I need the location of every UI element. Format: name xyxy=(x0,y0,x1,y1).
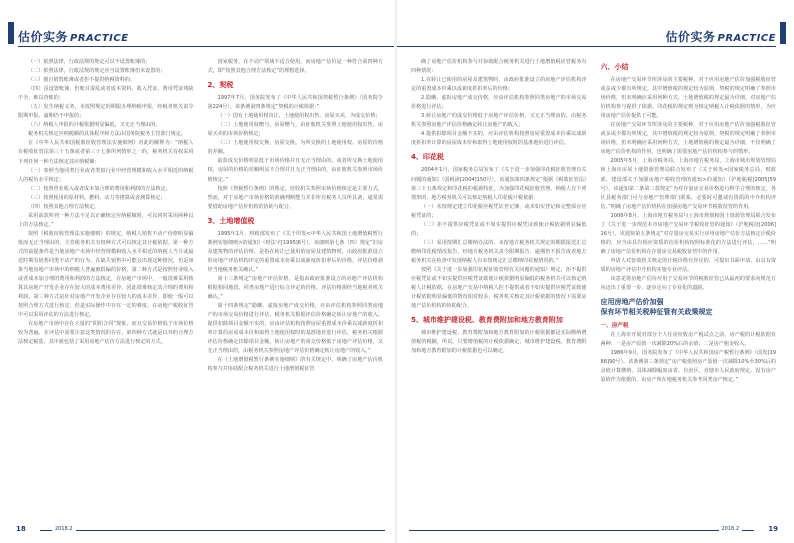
body-paragraph: （三）采用按期汇总缴纳办法的，未按地方税务机关规定的期限报送汇总缴纳印花税情况报告，经地方税务机关责令限期报告，逾期仍不报告或者地方税务机关在检查中发现纳税人有未按规定汇总缴纳印花税情况的。” xyxy=(411,239,587,264)
body-paragraph: 2005年5月，上海市税务局、上海市地方税务局，上海市城市规划管理局和上海市房屋土地资源管理局联合发布了《关于转发<国家税务总局、财政部、建设部关于加强房地产税收管理的通知>的通知》（沪地税税[2005]59号），该通知第二条第三款规定“为对存量房交易价格进行科学合理的核定，各区县税务部门可与房地产管理部门联系，必要时可邀请有资质的中介机构评估。”明确了房地产估价机构在加强房地产交易环节税收征管的作用。 xyxy=(600,158,776,210)
body-paragraph: （一）依照法律，行政法规的规定可以不设置账簿的； xyxy=(28,59,151,65)
right-page-column-1 xyxy=(411,58,587,521)
section-title-latin: PRACTICE xyxy=(70,33,129,44)
section-heading: 4、印花税 xyxy=(411,153,444,162)
body-paragraph: （四）按照其他合理方法核定。 xyxy=(28,203,100,210)
magazine-issue: 2018.2 xyxy=(52,526,76,532)
body-paragraph: 确了房地产估价机构参与并协助配合税务机关进行土地增值税征管税务有四种情况： xyxy=(411,59,587,75)
body-paragraph: 1986年9月，国务院发布了《中华人民共和国房产税暂行条例》（国发[1986]90号），该条例第三条规定“房产税依照房产原值一次减除10%至30%后的余值计算缴纳，具体减除幅度由省、自治区、直辖市人民政府规定。没有房产原值作为依据的，由房产所在地税务机关参考同类房产核定。” xyxy=(600,350,776,384)
body-paragraph: 前款成交价格明显低于市场价格并且无正当理由的，或者所交换土地使用权、房屋的价格的差额明显不合理并且无正当理由的，由征收机关参照市场价格核定。” xyxy=(207,158,383,183)
body-paragraph: （二）依照法律，行政法规的规定应当设置账簿但未设置的； xyxy=(28,68,166,75)
left-page-column-2 xyxy=(208,58,384,521)
body-paragraph: （六）纳税人申报的计税依据明显偏低，又无正当理由的。 xyxy=(28,122,161,129)
header-rule xyxy=(18,46,397,47)
right-page-column-2 xyxy=(601,58,777,521)
body-paragraph: 2.隐瞒、虚报房地产成交价格，应由评估机构参照同类房地产的市场交易价格进行评估； xyxy=(411,95,587,111)
left-page-header xyxy=(0,0,397,50)
body-paragraph: 4.提供扣除项目金额不实的，应由评估机构按照房屋重置成本价乘以成新度折扣率计算的房屋成本价和取得土地使用权时的基准地价进行评估。 xyxy=(411,131,587,147)
left-page-columns xyxy=(18,58,383,521)
section-heading: 5、城市维护建设税、教育费附加和地方教育附加 xyxy=(411,316,563,325)
left-page-column-1 xyxy=(18,58,194,521)
body-paragraph: 城市维护建设税、教育费附加和地方教育附加的计税依据都是实际缴纳增值税的税额，所以，只要增值税的计税依据确定，城市维护建设税、教育费附加和地方教育附加的计税依据也可以确定。 xyxy=(411,330,587,355)
header-accent-bar xyxy=(8,22,14,44)
page-number: 18 xyxy=(16,525,26,533)
body-paragraph: （三）擅自销毁账簿或者拒不提供纳税资料的； xyxy=(28,77,135,84)
subsection-heading: 应用房地产估价加强 xyxy=(600,298,664,307)
header-accent-bar xyxy=(780,22,786,44)
body-paragraph: 在房地产市场中存在大量的“阴阳合同”现象，而且交易价格低于市场价格较为普遍，在评估中需要注意这类情况的存在，第四种方式就是以外的合理方法核定税基，其中就包括了采用房地产估价方法进行核定的方式。 xyxy=(18,321,194,346)
body-paragraph: （三）按照耗用的原材料、燃料、动力等推算或者测算核定； xyxy=(28,194,166,201)
header-rule xyxy=(397,46,776,47)
minor-heading: 一、房产税 xyxy=(600,323,629,330)
subsection-heading: 保有环节相关税种征管有关政策规定 xyxy=(600,308,713,317)
right-page-header xyxy=(397,0,794,50)
section-heading: 2、契税 xyxy=(207,81,234,90)
body-paragraph: （一）国有土地使用权出让、土地使用权出售、房屋买卖，为成交价格； xyxy=(217,113,381,120)
body-paragraph: 税务机关核定应纳税额的具体程序和方法由国务院税务主管部门规定。 xyxy=(28,131,186,138)
body-paragraph: （三）土地使用权交换、房屋交换，为所交换的土地使用权、房屋的价格的差额。 xyxy=(207,140,383,156)
body-paragraph: 1997年7月，国务院发布了《中华人民共和国契税暂行条例》（国务院令第224号），该条例第四条规定“契税的计税依据：” xyxy=(207,95,383,111)
section-heading: 六、小结 xyxy=(600,63,629,71)
body-paragraph: 该意见将房地产估价应用于交易环节的税收征管已从最初的要求向规范方向迈出了重要一步，逐步走向了专业化的道路。 xyxy=(600,276,776,292)
magazine-issue: 2018.2 xyxy=(719,526,743,532)
body-paragraph: 采用前款所列一种方法不足以正确核定应纳税额时，可以同时采用两种以上的方法核定。” xyxy=(18,212,194,228)
section-title xyxy=(665,28,776,45)
body-paragraph: 3.转让房地产的成交价格低于房地产评估价格，又无正当理由的，由税务机关参照房地产评估价格确定转让房地产的收入； xyxy=(411,113,587,129)
body-paragraph: 按照《契税暂行条例》的规定，征收机关参照市场价格核定是主要方式，然而，对于房地产市场价格的准确判断能力并非所有税务人员所具备，通常需要借助房地产估价机构的协助与配合。 xyxy=(207,185,383,210)
subsection-heading-block xyxy=(601,297,777,317)
body-paragraph: 在《土地增值税暂行条例实施细则》的有关规定中，明确了房地产估价机构参与并协助配合税务机关进行土地增值税征管 xyxy=(207,357,383,373)
section-title-text: 估价实务 xyxy=(665,30,716,44)
page-number: 19 xyxy=(768,525,778,533)
body-paragraph: 国家税务，在不动产领域不适合使用。而房地产估价是一种符合第四种方式，即“按照其他合理方法核定”的理想选择。 xyxy=(207,59,383,75)
body-paragraph: （一）未按规定建立印花税应税凭证登记簿，或未如实登记和完整保存应税凭证的； xyxy=(411,203,587,219)
body-paragraph: 在《中华人民共和国税收征收管理法实施细则》对此的解释为：“纳税人有税收征管法第三十五条或者第三十七条所列情形之一的，税务机关有权采用下列任何一种方法核定其应纳税额： xyxy=(18,140,194,165)
body-paragraph: （二）拒不提供应税凭证或不如实提供应税凭证致使计税依据明显偏低的； xyxy=(411,221,587,237)
section-title-text: 估价实务 xyxy=(18,30,69,44)
body-paragraph: 在房地产交易环节所涉及的主要税种，对于应用房地产估价加强税收征管或多或少都有所规定，其中增值税的规定较为原则，契税的规定明确了参照市场价格，但未明确应采用何种方式，土地增值税的规定最为详细，不仅明确了房地产估价机构的作用，也明确了需要房地产估价机构参与的情形。 xyxy=(600,122,776,156)
right-page-footer xyxy=(397,525,794,537)
body-paragraph: 第十三条规定“房地产评估价格，是指由政府批准设立的房地产评估机构根据相同地段、同类房地产进行综合评定的价格，评估价格须经当地税务机关确认。” xyxy=(207,275,383,301)
right-page xyxy=(397,0,794,543)
body-paragraph: 2006年8月，上海市地方税务局与上海市规划和国土资源管理局联合发布了《关于进一步规范本市房地产交易环节税收征管的通知》（沪地税征[2006]16号），该通知第五条规定“对存量房交易实行应用房地产估价方法核定计税价格的，应当由具有相应资质的估价机构按照标准化的方法进行评估，……”明确了房地产估价机构在存量房交易税收征管中的作用。 xyxy=(600,212,776,255)
body-paragraph: 在房地产交易环节所涉及的主要税种，对于应用房地产估价加强税收征管或多或少都有所规定，其中增值税的规定较为原则，契税的规定明确了参照市场价格，但未明确应采用何种方式，土地增值税的规定最为详细，对房地产估价机构参与提供了依据，印花税的规定则为核定纳税人计税依据的情形，为应用房地产估价提供了可能。 xyxy=(600,77,776,120)
body-paragraph: 1995年1月，财政部发布了《关于印发<中华人民共和国土地增值税暂行条例实施细则>的通知》（财法字[1995]6号），该细则第七条（四）规定“旧房及建筑物的评估价格，是指在转让已使用的房屋及建筑物时，由政府批准设立的房地产评估机构评定的重置成本价乘以成新度折扣率后的价格，评估价格须经当地税务机关确认。” xyxy=(207,230,383,273)
body-paragraph: （一）参照当地同类行业或者类似行业中经营规模和收入水平相近的纳税人的税负水平核定； xyxy=(18,167,194,183)
body-paragraph: 按照《关于进一步加强印花税征收管理有关问题的通知》规定，拒不提供应税凭证或不如实提供应税凭证致使计税依据明显偏低的税务机关可以核定纳税人计税依据，在房地产交易中纳税人拒不提供或者不如实提供应税凭证致使计税依据明显偏低的情况相对较多，税务机关核定其计税依据的情况下需要房地产估价机构的协助配合。 xyxy=(411,266,587,310)
right-page-columns xyxy=(411,58,776,521)
section-heading: 3、土地增值税 xyxy=(207,216,255,225)
body-paragraph: （五）发生纳税义务，未按照规定的期限办理纳税申报，经税务机关责令限期申报，逾期仍不申报的； xyxy=(18,104,194,120)
body-paragraph: 2004年1月，国家税务总局发布了《关于进一步加强印花税征收管理有关问题的通知》（国税函[2004]150号），该通知第四条规定“根据《税收征管法》第三十五条规定和印花税的税源特征，为加强印花税征收管理，纳税人有下列情形的，地方税务机关可以核定纳税人印花税计税依据： xyxy=(411,167,587,201)
body-paragraph: 按照《税收征收管理法实施细则》的规定，纳税人销售不动产价格明显偏低而无正当理由的，主管税务机关有权种方式可以核定其计税依据。第一种方式的前提条件是当地房地产市场中经营规模和收入水平相近的纳税人当月或最近时期有销售同类不动产的行为，在缺失销售中可能会出现这种情况，但是如果当地房地产市场中的纳税人普遍被低偏的价格，第二种方式是按照营业收入或者成本加合理的费用和利润的方法核定，在房地产市场中，一般很难采用核算其房地产开发企业存在较大的成本费用差异，因此很难核定其合理的费用和利润，第三种方式是针对房地产开发企业存在较大的成本差异，即使一般可以按照合理方式进行核定，但是实际操作中存在一定的难度，在房地产税收征管中可以采用评估的方法进行核定。 xyxy=(18,230,194,319)
footer-rule xyxy=(409,530,754,531)
body-paragraph: 申请人对征收机关核定的计税价格有异议的，可提出书面申请，由具有资质的房地产评估中介机构实施专业评估。 xyxy=(600,257,776,273)
footer-rule xyxy=(40,530,385,531)
body-paragraph: （二）土地使用权赠与、房屋赠与，由征收机关参照土地使用权出售、房屋买卖的市场价格核定； xyxy=(207,122,383,138)
section-title-latin: PRACTICE xyxy=(717,33,776,44)
section-title xyxy=(18,28,129,45)
body-paragraph: 第十四条规定“隐瞒、虚报房地产成交价格，应由评估机构参照同类房地产的市场交易价格进行评估，税务机关根据评估价格确定转让房地产的收入。提供扣除项目金额不实的，应由评估机构按照房屋重置成本价乘以成新度折扣率计算的房屋成本价和取得土地使用权时的基准地价进行评估，税务机关根据评估价格确定扣除项目金额。转让房地产的成交价格低于房地产评估价格，又无正当理由的，由税务机关参照房地产评估价格确定转让房地产的收入。” xyxy=(207,303,383,355)
body-paragraph: 在上海市开展对部分个人住房征收房产税试点之前，房产税的计税依据有两种：一是房产原值一次减除20%后的余值；二是房产租金收入。 xyxy=(600,332,776,348)
body-paragraph: （四）虽设置账簿，但账目混乱或者成本资料、收入凭证、费用凭证残缺不全，难以查账的； xyxy=(18,86,194,102)
body-paragraph: （二）按照营业收入或者成本加合理的费用和利润的方法核定； xyxy=(28,185,171,192)
left-page-footer xyxy=(0,525,397,537)
body-paragraph: 1.在转让已使用的房屋及建筑物时，由政府批准设立的房地产评估机构评定的重置成本价乘以成新度折扣率后的价格； xyxy=(411,77,587,93)
